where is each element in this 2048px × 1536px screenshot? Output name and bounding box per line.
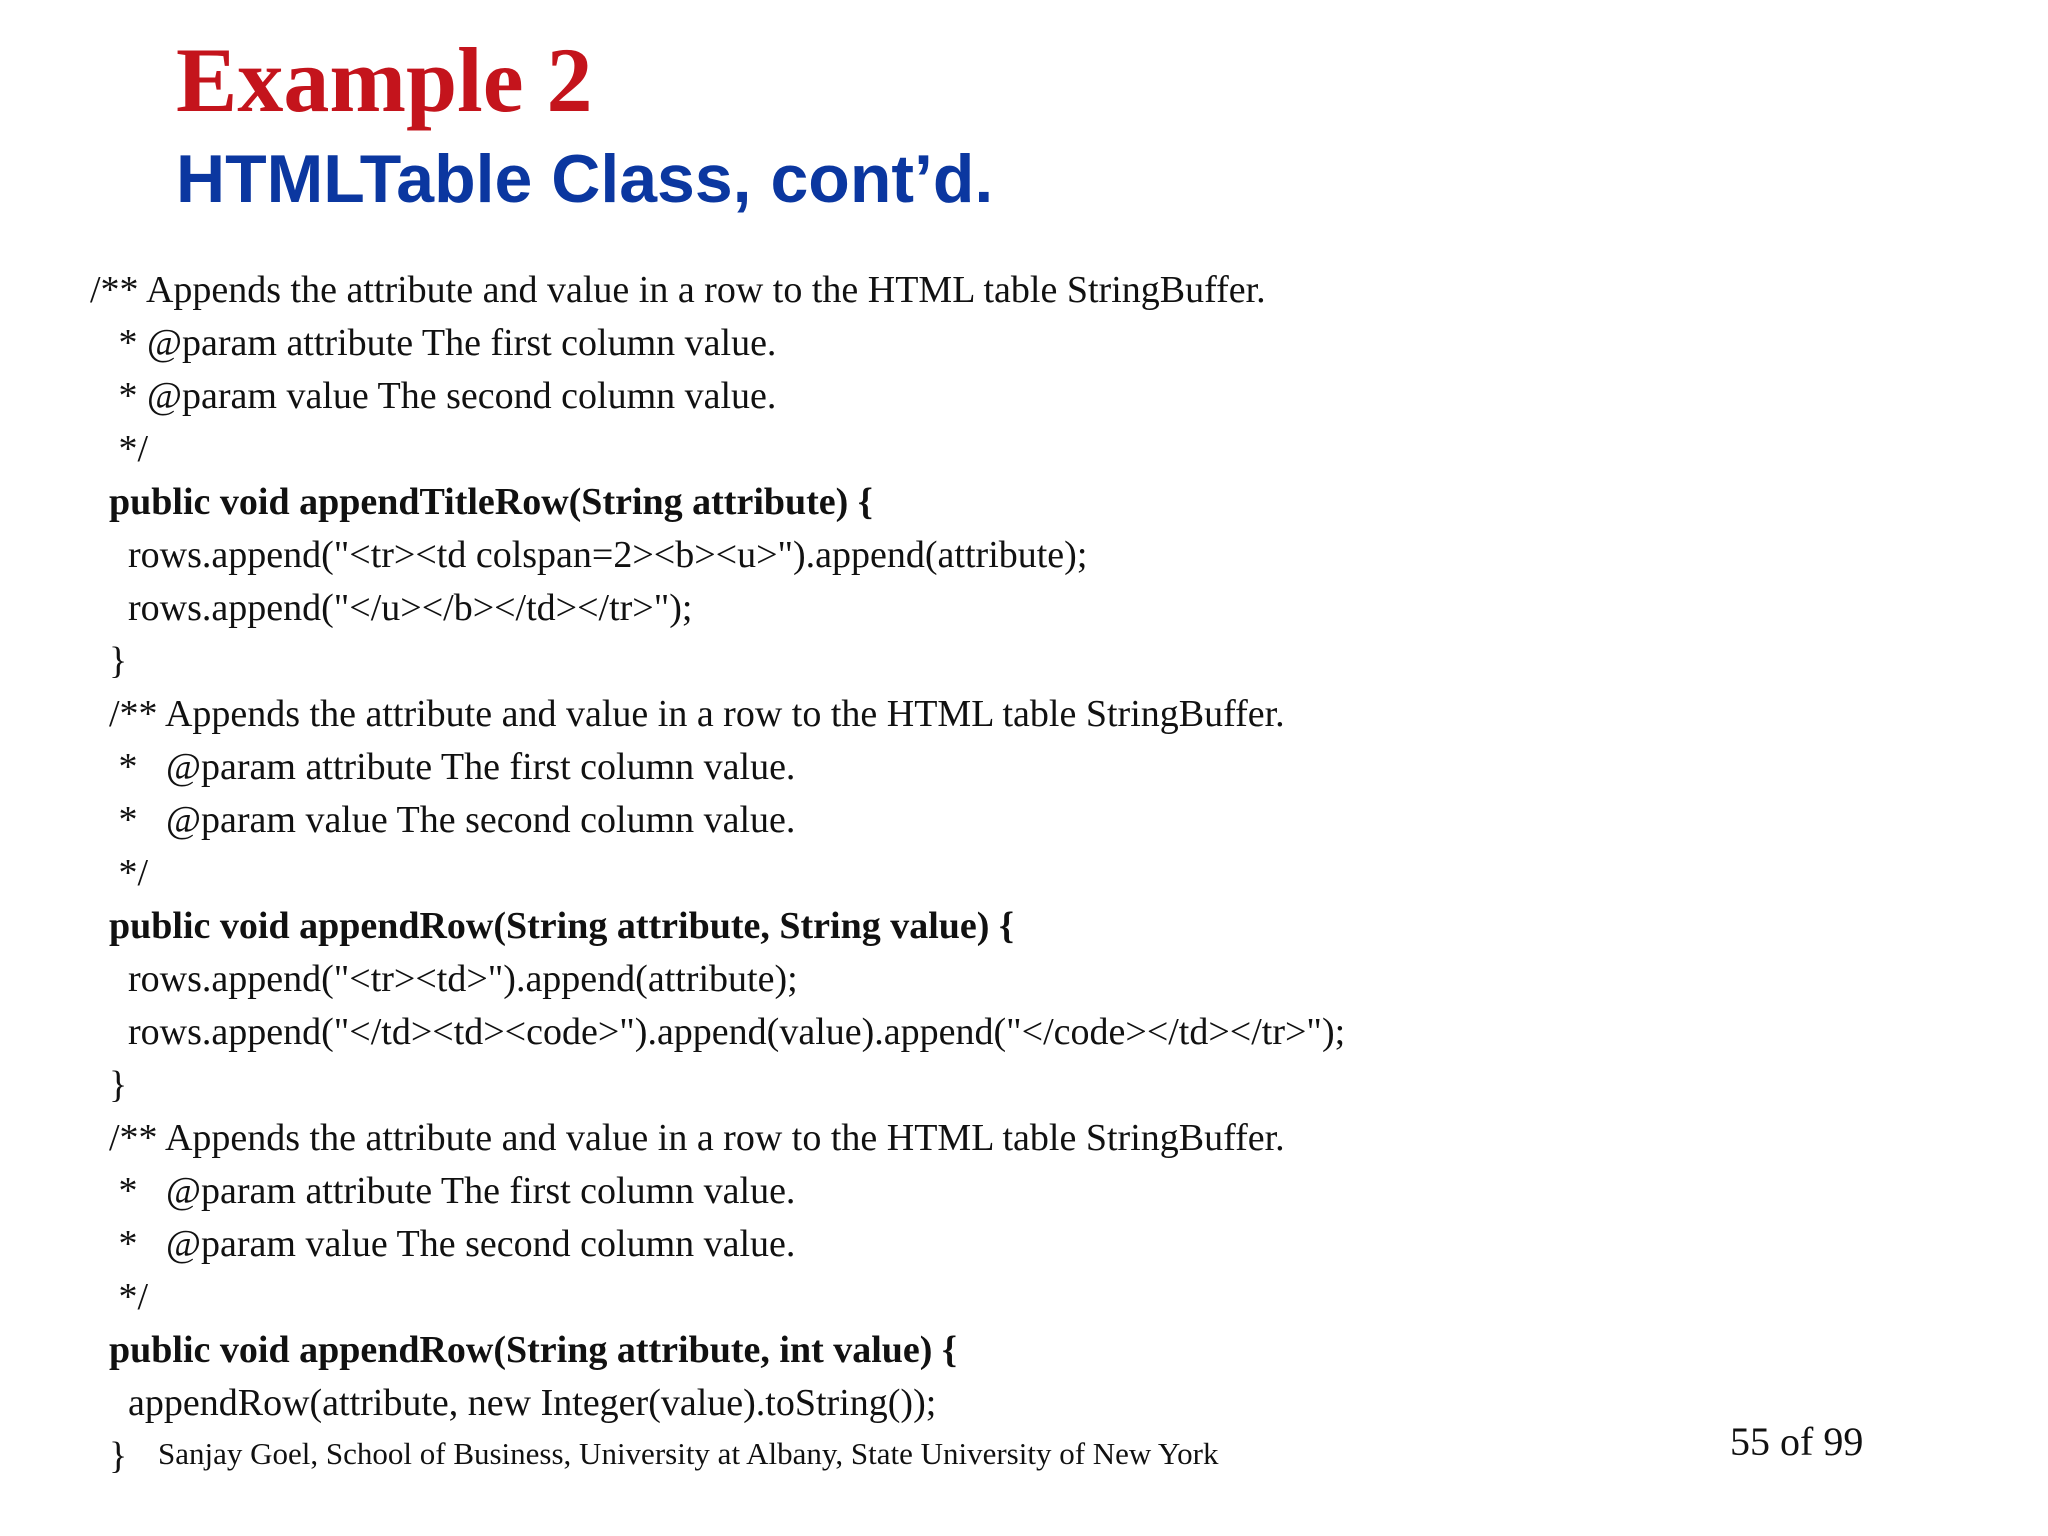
code-signature-line: public void appendRow(String attribute, String value) { <box>90 905 1014 947</box>
code-line: */ <box>90 1276 149 1318</box>
code-line: * @param value The second column value. <box>90 799 796 841</box>
code-line: /** Appends the attribute and value in a row to the HTML table StringBuffer. <box>90 269 1266 311</box>
code-line: } <box>90 1064 128 1106</box>
code-line: rows.append("</td><td><code>").append(value).append("</code></td></tr>"); <box>90 1011 1346 1053</box>
code-line: */ <box>90 428 149 470</box>
code-line: * @param attribute The first column value. <box>90 746 796 788</box>
code-block <box>90 264 1990 1483</box>
code-signature-line: public void appendRow(String attribute, int value) { <box>90 1329 957 1371</box>
code-line: rows.append("</u></b></td></tr>"); <box>90 587 693 629</box>
code-signature-line: public void appendTitleRow(String attribute) { <box>90 481 873 523</box>
slide-title: Example 2 <box>176 29 593 131</box>
code-line: /** Appends the attribute and value in a row to the HTML table StringBuffer. <box>90 1117 1285 1159</box>
code-line: */ <box>90 852 149 894</box>
code-line: } <box>90 640 128 682</box>
footer-credit: Sanjay Goel, School of Business, University at Albany, State University of New York <box>158 1436 1219 1471</box>
code-line: * @param value The second column value. <box>90 1223 796 1265</box>
code-line: rows.append("<tr><td colspan=2><b><u>").append(attribute); <box>90 534 1088 576</box>
code-line: * @param attribute The first column value. <box>90 1170 796 1212</box>
code-line: appendRow(attribute, new Integer(value).toString()); <box>90 1382 937 1424</box>
slide-subtitle: HTMLTable Class, cont’d. <box>176 141 994 217</box>
code-line: } <box>90 1435 128 1477</box>
code-line: rows.append("<tr><td>").append(attribute); <box>90 958 798 1000</box>
code-line: * @param value The second column value. <box>90 375 777 417</box>
code-line: * @param attribute The first column value. <box>90 322 777 364</box>
code-line: /** Appends the attribute and value in a row to the HTML table StringBuffer. <box>90 693 1285 735</box>
page-number: 55 of 99 <box>1730 1419 1864 1464</box>
